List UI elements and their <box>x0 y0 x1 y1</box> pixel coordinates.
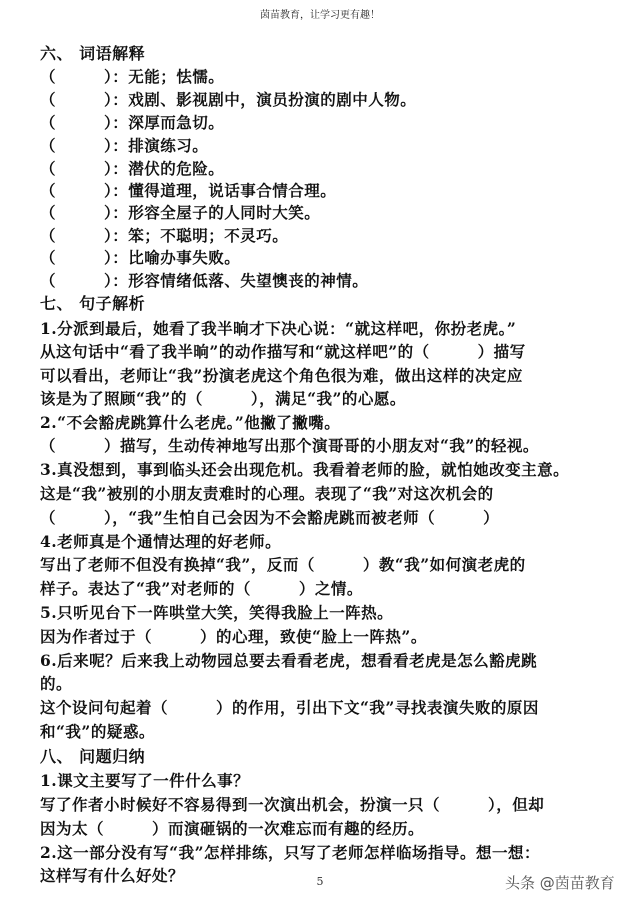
page-number: 5 <box>316 875 324 888</box>
text-line: 1.课文主要写了一件什么事？ <box>40 771 250 790</box>
text-line: 5.只听见台下一阵哄堂大笑，笑得我脸上一阵热。 <box>40 603 394 622</box>
text-line: 这样写有什么好处？ <box>40 866 185 885</box>
text-line: （ ）描写，生动传神地写出那个演哥哥的小朋友对“我”的轻视。 <box>40 436 539 455</box>
text-line: （ ）：潜伏的危险。 <box>40 159 225 178</box>
text-line: 4.老师真是个通情达理的好老师。 <box>40 532 282 551</box>
text-line: （ ）：比喻办事失败。 <box>40 248 241 267</box>
text-line: （ ）：戏剧、影视剧中，演员扮演的剧中人物。 <box>40 90 417 109</box>
text-line: 写了作者小时候好不容易得到一次演出机会，扮演一只（ ），但却 <box>40 795 545 814</box>
text-line: 因为太（ ）而演砸锅的一次难忘而有趣的经历。 <box>40 819 425 838</box>
text-line: （ ）：笨；不聪明；不灵巧。 <box>40 226 289 245</box>
text-line: （ ）：无能；怯懦。 <box>40 67 225 86</box>
text-line: 2.“不会豁虎跳算什么老虎。”他撇了撇嘴。 <box>40 413 341 432</box>
text-line: 样子。表达了“我”对老师的（ ）之情。 <box>40 579 363 598</box>
text-line: （ ）：排演练习。 <box>40 136 209 155</box>
text-line: 这个设问句起着（ ）的作用，引出下文“我”寻找表演失败的原因 <box>40 698 539 717</box>
text-line: 写出了老师不但没有换掉“我”，反而（ ）教“我”如何演老虎的 <box>40 555 526 574</box>
text-line: （ ）：懂得道理，说话事合情合理。 <box>40 181 337 200</box>
text-line: （ ），“我”生怕自己会因为不会豁虎跳而被老师（ ） <box>40 508 500 527</box>
text-line: 和“我”的疑惑。 <box>40 722 155 741</box>
text-line: 七、 句子解析 <box>40 294 146 313</box>
text-line: （ ）：深厚而急切。 <box>40 113 225 132</box>
text-line: 3.真没想到，事到临头还会出现危机。我看着老师的脸，就怕她改变主意。 <box>40 460 570 479</box>
text-line: 该是为了照顾“我”的（ ），满足“我”的心愿。 <box>40 389 406 408</box>
text-line: 1.分派到最后，她看了我半晌才下决心说：“就这样吧，你扮老虎。” <box>40 319 517 338</box>
text-line: （ ）：形容全屋子的人同时大笑。 <box>40 203 321 222</box>
text-line: 六、 词语解释 <box>40 44 146 63</box>
text-line: 的。 <box>40 674 73 693</box>
text-line: 因为作者过于（ ）的心理，致使“脸上一阵热”。 <box>40 627 427 646</box>
page-header: 茵苗教育，让学习更有趣！ <box>260 10 380 21</box>
text-line: 2.这一部分没有写“我”怎样排练，只写了老师怎样临场指导。想一想： <box>40 843 541 862</box>
text-line: 这是“我”被别的小朋友责难时的心理。表现了“我”对这次机会的 <box>40 484 494 503</box>
watermark: 头条 @茵苗教育 <box>505 874 615 892</box>
text-line: 可以看出，老师让“我”扮演老虎这个角色很为难，做出这样的决定应 <box>40 366 523 385</box>
text-line: （ ）：形容情绪低落、失望懊丧的神情。 <box>40 271 369 290</box>
text-line: 从这句话中“看了我半晌”的动作描写和“就这样吧”的（ ）描写 <box>40 342 526 361</box>
text-line: 八、 问题归纳 <box>40 747 146 766</box>
text-line: 6.后来呢？后来我上动物园总要去看看老虎，想看看老虎是怎么豁虎跳 <box>40 651 538 670</box>
